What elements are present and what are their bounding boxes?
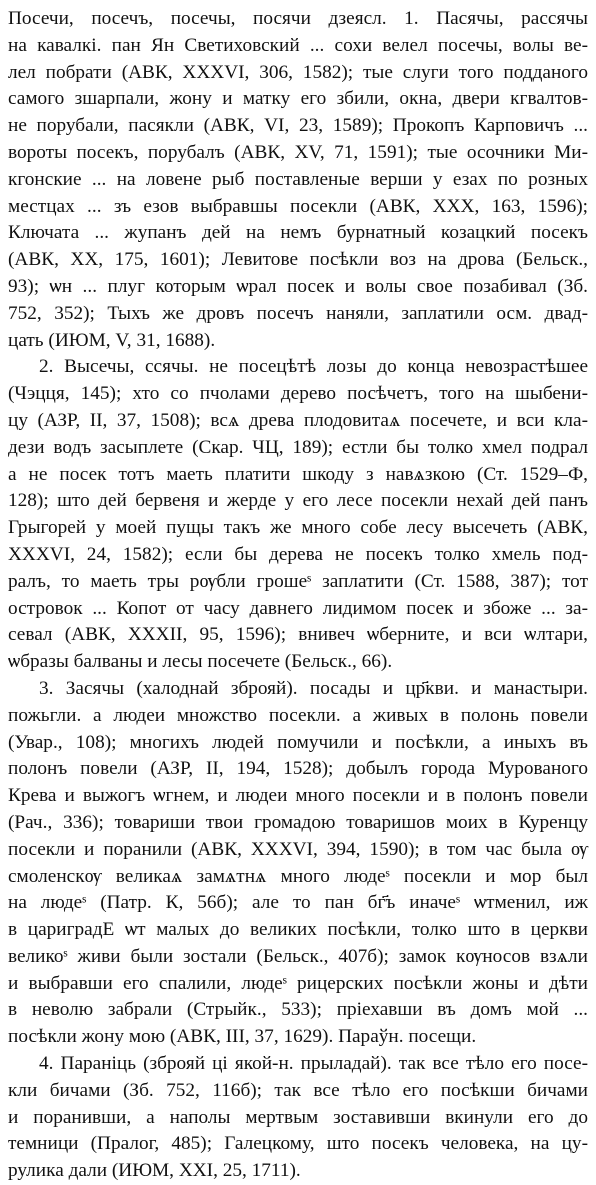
text-line: 128); што дей бервеня и жерде у его лесе посекли нехай дей панъ: [8, 490, 588, 512]
text-line: ѡбразы балваны и лесы посечете (Бельск., 66).: [8, 651, 393, 673]
text-line: смоленскѹ великаѧ замѧтнѧ много людеˢ посекли и мор был: [8, 865, 588, 887]
text-line: Ключата ... жупанъ дей на немъ бурнатный козацкий посекъ: [8, 222, 588, 244]
sense-1: [8, 6, 588, 354]
text-line: а не посек тотъ маеть платити шкоду з навѧзкою (Ст. 1529–Ф,: [8, 463, 588, 485]
text-line: великоˢ живи были зостали (Бельск., 407б); замок кѹносов взѧли: [8, 945, 588, 967]
sense-3: [8, 676, 588, 1051]
text-line: цать (ИЮМ, V, 31, 1688).: [8, 329, 216, 351]
text-line: на людеˢ (Патр. К, 56б); але то пан бг҃ъ иначеˢ ѡтменил, иж: [8, 892, 588, 914]
text-line: 752, 352); Тыхъ же дровъ посечъ наняли, заплатили осм. двад-: [8, 302, 588, 324]
text-line: в цариградЕ ѡт малых до великих посѣкли, толко што в церкви: [8, 919, 588, 941]
text-line: XXXVI, 24, 1582); если бы дерева не посекъ толко хмель под-: [8, 543, 588, 565]
text-line: самого зшарпали, жону и матку его збили, окна, двери кгвалтов-: [8, 88, 588, 110]
text-line: пожьгли. а людеи множство посекли. а живых в полонь повели: [8, 704, 588, 726]
text-line: и выбравши его спалили, людеˢ рицерских посѣкли жоны и дѣти: [8, 972, 588, 994]
text-line: посекли и поранили (АВК, XXXVI, 394, 1590); в том час была ѹ: [8, 838, 588, 860]
text-line: лел побрати (АВК, XXXVI, 306, 1582); тые слуги того подданого: [8, 61, 588, 83]
sense-2: [8, 354, 588, 676]
text-line: в неволю забрали (Стрыйк., 533); пріехавши въ домъ мой ...: [8, 999, 588, 1021]
text-line: Посечи, посечъ, посечы, посячи дзеясл. 1. Пасячы, рассячы: [8, 8, 588, 29]
text-line: не порубали, пасякли (АВК, VI, 23, 1589); Прокопъ Карповичъ ...: [8, 115, 588, 137]
text-line: (АВК, XX, 175, 1601); Левитове посѣкли воз на дрова (Бельск.,: [8, 249, 588, 271]
text-line: полонъ повели (АЗР, II, 194, 1528); добылъ города Мурованого: [8, 758, 588, 780]
text-line: (Чэцця, 145); хто со пчолами дерево посѣчетъ, того на шыбени-: [8, 383, 588, 405]
sense-4: [8, 1051, 588, 1185]
text-line: вороты посекъ, порубалъ (АВК, XV, 71, 1591); тые осочники Ми-: [8, 141, 588, 163]
text-line: кгонские ... на ловене рыб поставленые верши у езах по розных: [8, 168, 588, 190]
text-line: рулика дали (ИЮМ, XXI, 25, 1711).: [8, 1160, 301, 1182]
text-line: темници (Пралог, 485); Галецкому, што посекъ человека, на цу-: [8, 1133, 588, 1155]
text-line: цу (АЗР, II, 37, 1508); всѧ древа плодовитаѧ посечете, и вси кла-: [8, 409, 588, 431]
text-line: дези водъ засыплете (Скар. ЧЦ, 189); естли бы толко хмел подрал: [8, 436, 588, 458]
text-line: посѣкли жону мою (АВК, III, 37, 1629). Параўн. посещи.: [8, 1026, 477, 1048]
text-line: 93); ѡн ... плуг которым ѡрал посек и волы свое позабивал (Зб.: [8, 275, 588, 297]
text-line: 3. Засячы (халоднай зброяй). посады и цр҃кви. и манастыри.: [39, 677, 588, 699]
text-line: севал (АВК, XXXII, 95, 1596); внивеч ѡберните, и вси ѡлтари,: [8, 624, 588, 646]
text-line: (Увар., 108); многихъ людей помучили и посѣкли, а иныхъ въ: [8, 731, 588, 753]
text-line: 2. Высечы, ссячы. не посецѣтѣ лозы до конца невозрастѣшее: [39, 356, 588, 378]
text-line: (Рач., 336); товариши твои громадою товаришов моих в Куренцу: [8, 811, 588, 833]
text-line: и поранивши, а наполы мертвым зоставивши вкинули его до: [8, 1106, 588, 1128]
text-line: на кавалкі. пан Ян Светиховский ... сохи велел посечы, волы ве-: [8, 34, 588, 56]
text-line: местцах ... зъ езов выбравшы посекли (АВК, XXX, 163, 1596);: [8, 195, 588, 217]
text-line: ралъ, то маеть тры рѹбли грошеˢ заплатити (Ст. 1588, 387); тот: [8, 570, 588, 592]
text-line: Грыгорей у моей пущы такъ же много собе лесу высечеть (АВК,: [8, 517, 588, 539]
text-line: 4. Паранiць (зброяй цi якой-н. прыладай). так все тѣло его посе-: [39, 1053, 588, 1075]
text-line: островок ... Копот от часу давнего лидимом посек и збоже ... за-: [8, 597, 588, 619]
text-line: Крева и выжогъ ѡгнем, и людеи много посекли и в полонъ повели: [8, 785, 588, 807]
text-line: кли бичами (Зб. 752, 116б); так все тѣло его посѣкши бичами: [8, 1079, 588, 1101]
